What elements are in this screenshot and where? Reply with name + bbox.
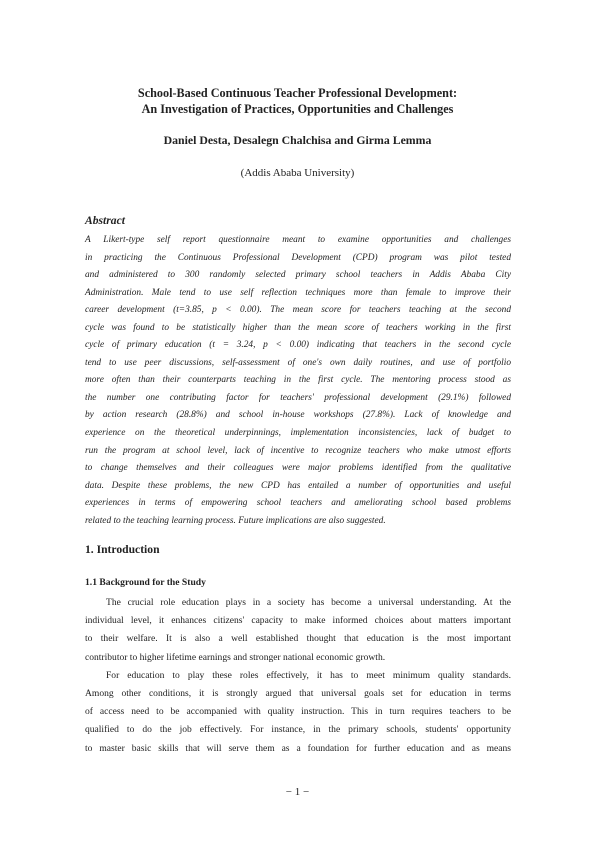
abstract-line: experiences in terms of empowering school teachers and ameliorating school based problems bbox=[85, 498, 511, 509]
abstract-line: data. Despite these problems, the new CPD has entailed a number of opportunities and useful bbox=[85, 480, 511, 491]
section-heading-introduction: 1. Introduction bbox=[85, 543, 160, 556]
abstract-line: to change themselves and their colleagues were major problems identified from the qualitative bbox=[85, 463, 511, 474]
title-line-1: School-Based Continuous Teacher Professional Development: bbox=[137, 86, 458, 100]
affiliation: (Addis Ababa University) bbox=[240, 167, 355, 179]
abstract-line: in practicing the Continuous Professional Development (CPD) program was pilot tested bbox=[85, 252, 511, 263]
abstract-line: run the program at school level, lack of incentive to recognize teachers who make utmost efforts bbox=[85, 445, 511, 456]
body-line: qualified to do the job effectively. For instance, in the primary schools, students' opportunity bbox=[85, 724, 511, 736]
abstract-line: cycle was found to be statistically higher than the mean score of teachers working in the first bbox=[85, 322, 511, 333]
abstract-body bbox=[85, 232, 511, 530]
body-line: of access need to be accompanied with quality instruction. This in turn requires teachers to be bbox=[85, 706, 511, 718]
abstract-line: tend to use peer discussions, self-assessment of one's own daily routines, and use of portfolio bbox=[85, 357, 511, 368]
body-line: contributor to higher lifetime earnings and stronger national economic growth. bbox=[85, 651, 386, 663]
paper-title bbox=[60, 86, 535, 117]
abstract-line: career development (t=3.85, p < 0.00). The mean score for teachers teaching at the second bbox=[85, 305, 511, 316]
title-line-2: An Investigation of Practices, Opportunities and Challenges bbox=[141, 101, 454, 116]
abstract-heading: Abstract bbox=[85, 214, 125, 227]
abstract-line: Administration. Male tend to use self reflection techniques more than female to improve their bbox=[85, 287, 511, 298]
body-line: individual level, it enhances citizens' capacity to make informed choices about matters important bbox=[85, 615, 511, 627]
abstract-line: and administered to 300 randomly selected primary school teachers in Addis Ababa City bbox=[85, 270, 511, 281]
abstract-line: by action research (28.8%) and school in-house workshops (27.8%). Lack of knowledge and bbox=[85, 410, 511, 421]
body-line: to their welfare. It is also a well established thought that education is the most important bbox=[85, 633, 511, 645]
abstract-line: related to the teaching learning process. Future implications are also suggested. bbox=[85, 515, 386, 526]
author-list: Daniel Desta, Desalegn Chalchisa and Girma Lemma bbox=[163, 133, 432, 147]
subsection-heading-background: 1.1 Background for the Study bbox=[85, 577, 206, 588]
page-number: − 1 − bbox=[285, 786, 310, 798]
abstract-line: experience on the theoretical underpinnings, implementation inconsistencies, lack of budget to bbox=[85, 428, 511, 439]
introduction-body bbox=[85, 594, 511, 758]
body-line: to master basic skills that will serve them as a foundation for further education and as means bbox=[85, 742, 511, 754]
abstract-line: the number one contributing factor for teachers' professional development (29.1%) followed bbox=[85, 392, 511, 403]
abstract-line: A Likert-type self report questionnaire meant to examine opportunities and challenges bbox=[85, 235, 511, 245]
body-line: Among other conditions, it is strongly argued that universal goals set for education in terms bbox=[85, 688, 511, 700]
body-line: The crucial role education plays in a society has become a universal understanding. At the bbox=[106, 597, 511, 608]
body-line: For education to play these roles effectively, it has to meet minimum quality standards. bbox=[106, 669, 511, 681]
abstract-line: more often than their counterparts teaching in the first cycle. The mentoring process stood as bbox=[85, 375, 511, 386]
abstract-line: cycle of primary education (t = 3.24, p < 0.00) indicating that teachers in the second cycle bbox=[85, 340, 511, 351]
